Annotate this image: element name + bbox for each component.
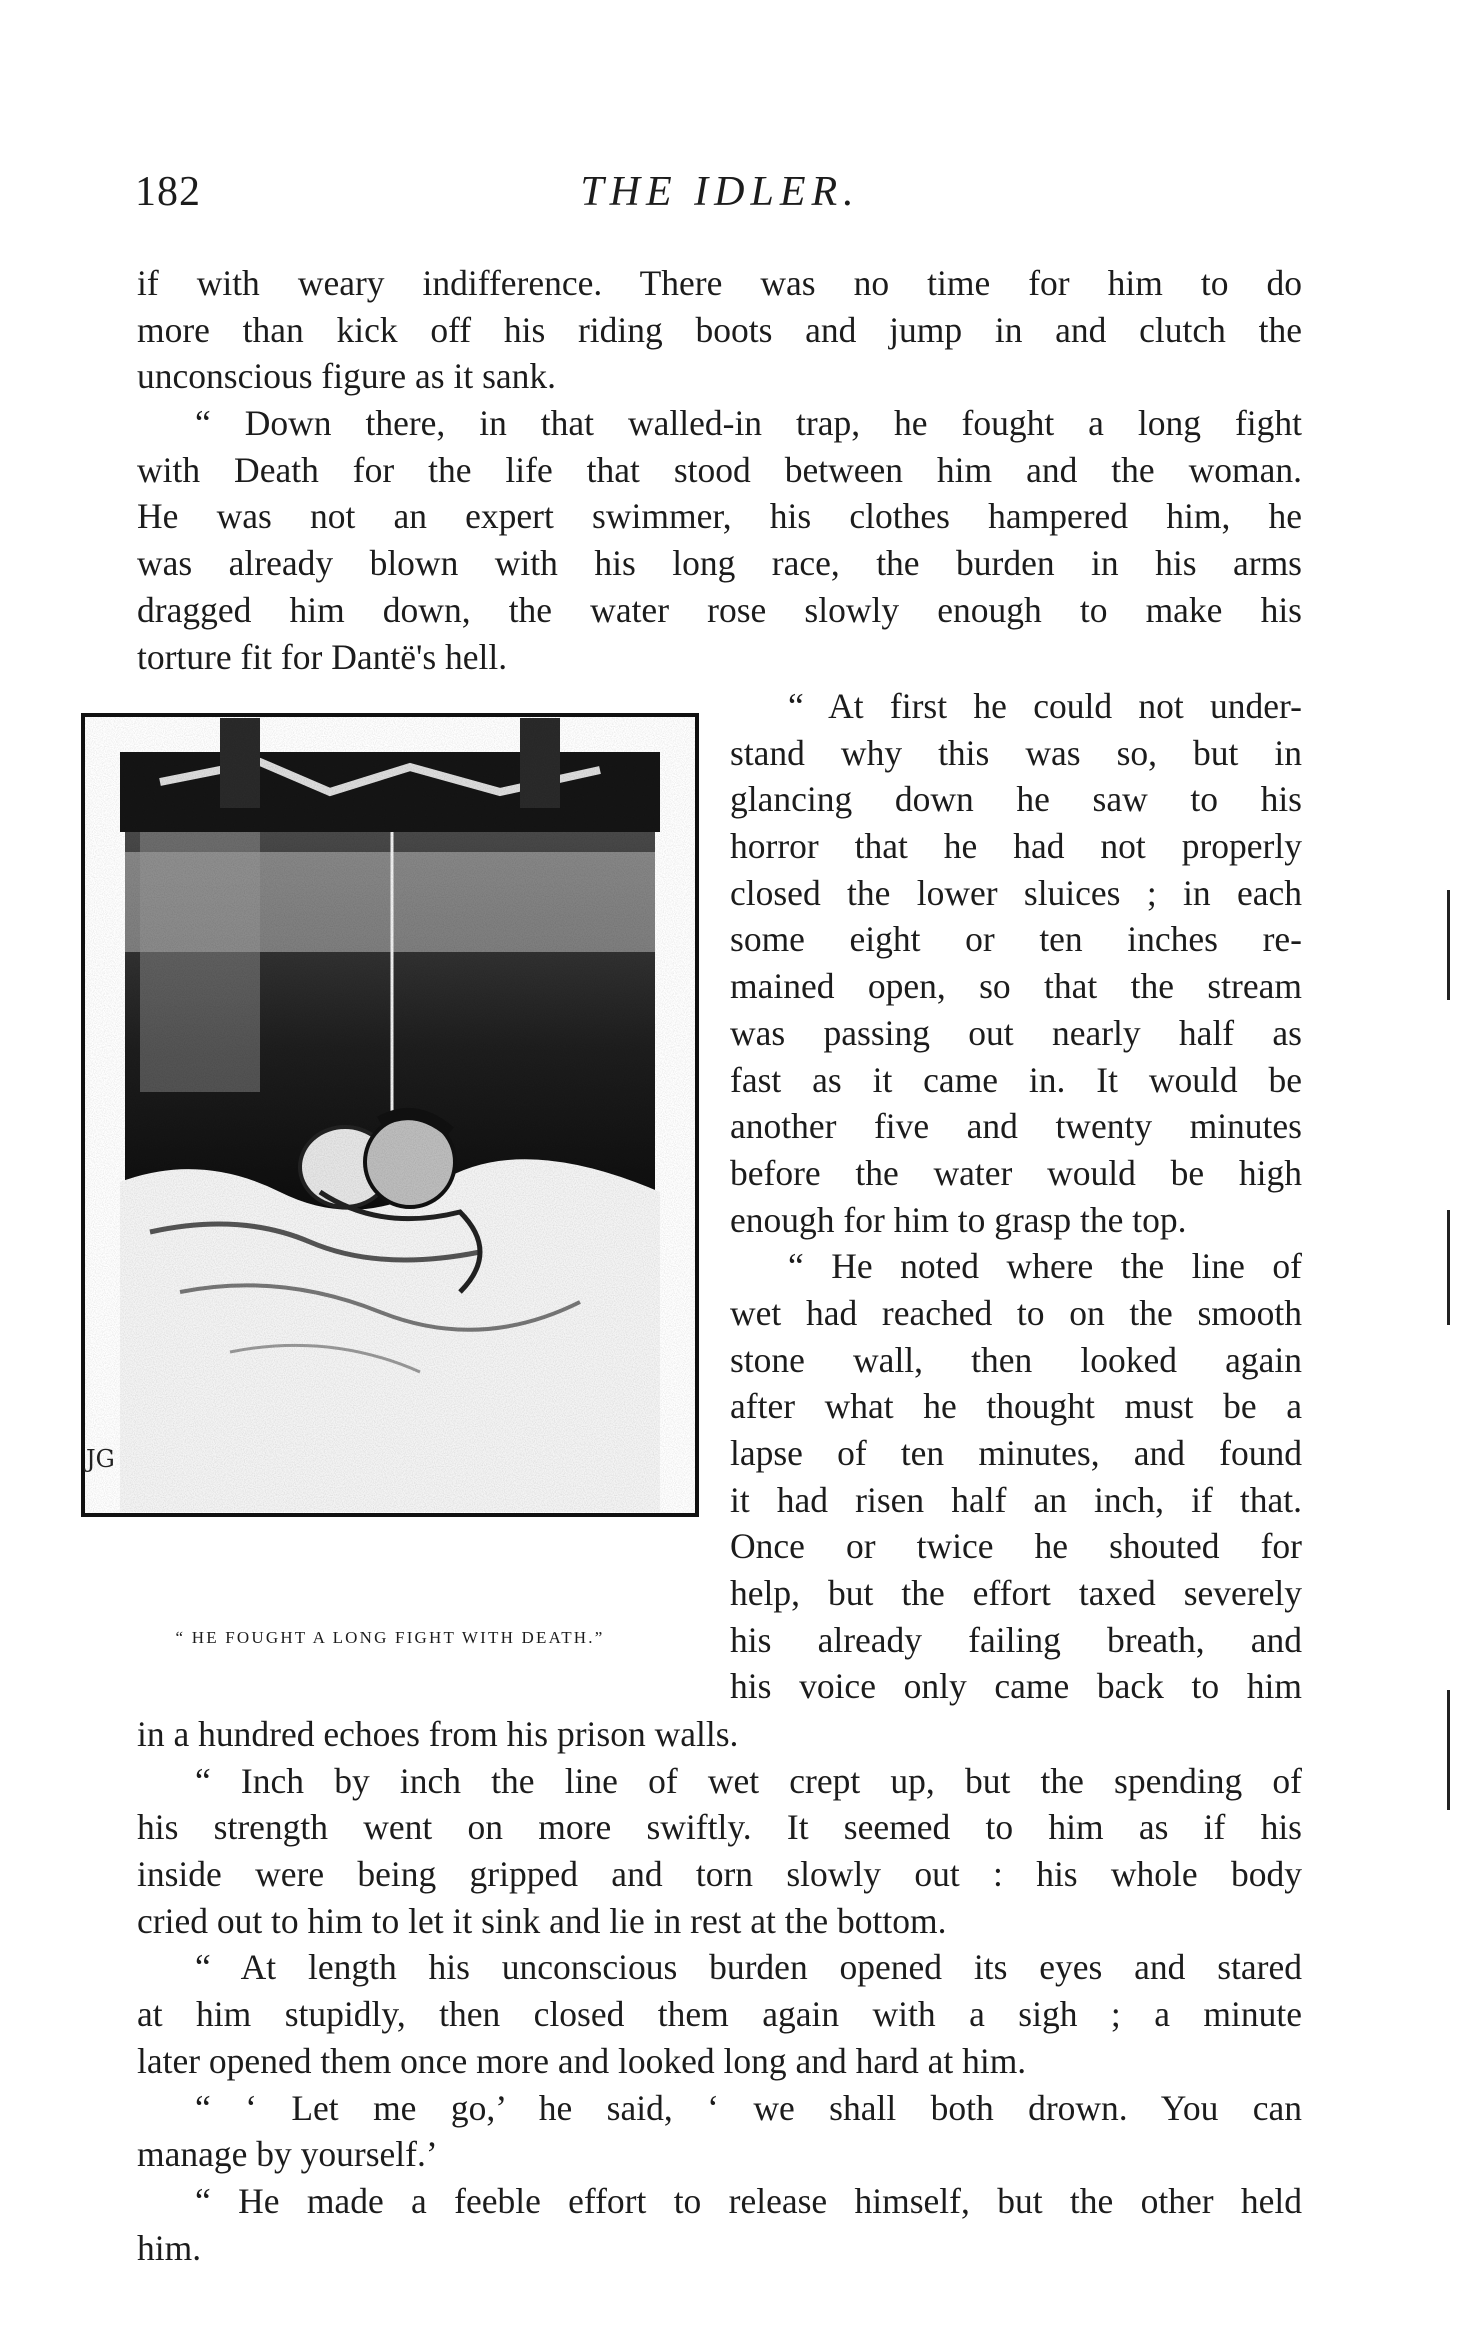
text-line: “ Inch by inch the line of wet crept up, but the spending of (195, 1760, 1302, 1801)
top-text-block (137, 260, 1302, 680)
text-line: Once or twice he shouted for (730, 1526, 1302, 1567)
text-line: mained open, so that the stream (730, 966, 1302, 1007)
text-line: at him stupidly, then closed them again with a sigh ; a minute (137, 1994, 1302, 2035)
text-line: horror that he had not properly (730, 826, 1302, 867)
text-line: unconscious figure as it sank. (137, 356, 557, 397)
text-line: “ He made a feeble effort to release himself, but the other held (195, 2180, 1302, 2221)
text-line: glancing down he saw to his (730, 779, 1302, 820)
page-header (135, 168, 1305, 228)
text-line: was already blown with his long race, the burden in his arms (137, 543, 1302, 584)
text-line: “ At first he could not under- (788, 686, 1302, 726)
drowning-scene-illustration (80, 712, 700, 1567)
text-line: another five and twenty minutes (730, 1106, 1302, 1147)
text-line: manage by yourself.’ (137, 2134, 438, 2175)
text-line: more than kick off his riding boots and jump in and clutch the (137, 309, 1302, 350)
text-line: torture fit for Dantë's hell. (137, 636, 508, 677)
text-line: help, but the effort taxed severely (730, 1573, 1302, 1614)
text-line: if with weary indifference. There was no time for him to do (137, 263, 1302, 303)
text-line: his already failing breath, and (730, 1619, 1302, 1660)
text-line: later opened them once more and looked long and hard at him. (137, 2040, 1027, 2081)
text-line: cried out to him to let it sink and lie in rest at the bottom. (137, 1900, 947, 1941)
text-line: was passing out nearly half as (730, 1012, 1302, 1053)
text-line: before the water would be high (730, 1152, 1302, 1193)
illustration-caption: “ HE FOUGHT A LONG FIGHT WITH DEATH.” (175, 1628, 605, 1647)
text-line: him. (137, 2227, 202, 2268)
text-line: “ He noted where the line of (788, 1246, 1302, 1287)
text-line: wet had reached to on the smooth (730, 1292, 1302, 1333)
text-line: his strength went on more swiftly. It seemed to him as if his (137, 1807, 1302, 1848)
text-line: enough for him to grasp the top. (730, 1199, 1187, 1240)
text-line: stand why this was so, but in (730, 732, 1302, 773)
text-line: it had risen half an inch, if that. (730, 1479, 1302, 1520)
scan-margin-marks (1418, 0, 1458, 2336)
text-line: He was not an expert swimmer, his clothes hampered him, he (137, 496, 1302, 537)
text-line: “ At length his unconscious burden opened its eyes and stared (195, 1947, 1302, 1988)
text-line: stone wall, then looked again (730, 1339, 1302, 1380)
text-line: “ ‘ Let me go,’ he said, ‘ we shall both drown. You can (195, 2087, 1302, 2128)
running-title: THE IDLER. (580, 169, 860, 215)
text-line: lapse of ten minutes, and found (730, 1433, 1302, 1473)
text-line: his voice only came back to him (730, 1666, 1302, 1707)
text-line: in a hundred echoes from his prison walls. (137, 1714, 739, 1754)
text-line: inside were being gripped and torn slowly out : his whole body (137, 1854, 1302, 1895)
page-number: 182 (135, 169, 201, 215)
text-line: some eight or ten inches re- (730, 919, 1302, 960)
text-line: fast as it came in. It would be (730, 1059, 1302, 1100)
illustration-signature: JG (86, 1445, 115, 1473)
text-line: after what he thought must be a (730, 1386, 1302, 1427)
text-line: dragged him down, the water rose slowly enough to make his (137, 589, 1302, 630)
text-line: “ Down there, in that walled-in trap, he fought a long fight (195, 403, 1302, 444)
column-text-block (730, 683, 1302, 1710)
illustration (80, 712, 700, 1567)
bottom-text-block (137, 1711, 1302, 2271)
text-line: closed the lower sluices ; in each (730, 872, 1302, 913)
text-line: with Death for the life that stood between him and the woman. (137, 449, 1302, 490)
